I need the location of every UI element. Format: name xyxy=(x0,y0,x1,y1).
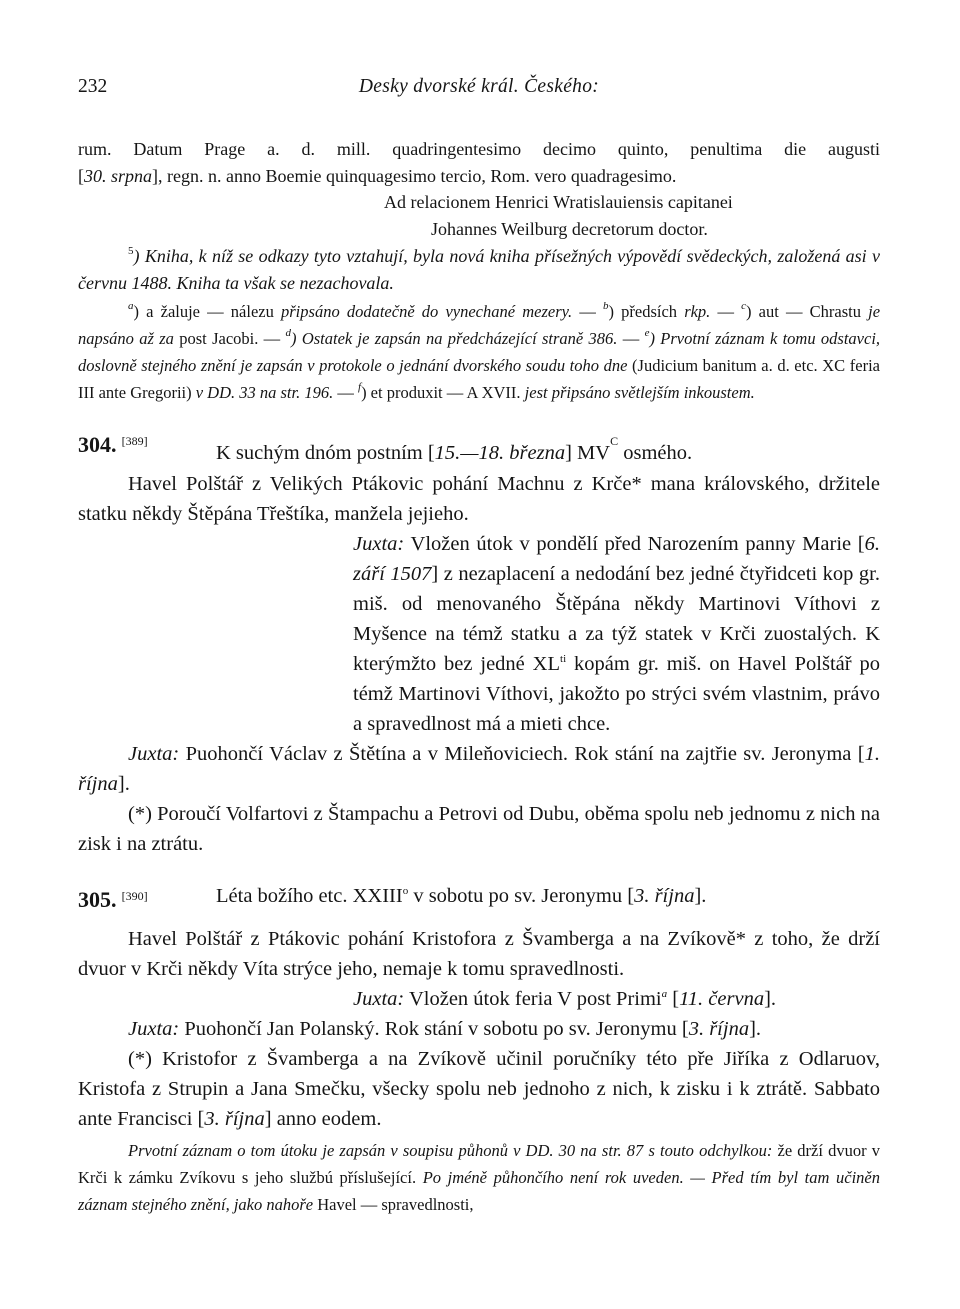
entry-305-juxta-bailiff: Juxta: Puohončí Jan Polanský. Rok stání v sobotu po sv. Jeronymu [3. října]. xyxy=(128,1018,762,1040)
continuation-text: rum. Datum Prage a. d. mill. quadringentesimo decimo quinto, penultima die augusti xyxy=(78,139,880,159)
entry-305-proxy-note: (*) Kristofor z Švamberga a na Zvíkově učinil poručníky této pře Jiříka z Odlaruov, Kristofa z Strupin a Jana Smečku, všecky spolu neb jednoho z nich, k zisku i k ztrátě. Sabbato ante Francisci [3. října] anno eodem. xyxy=(78,1048,880,1130)
entry-305-heading xyxy=(78,881,880,916)
entry-number: 305. xyxy=(78,887,117,912)
entry-305-juxta-complaint: Juxta: Vložen útok feria V post Primi$^a$ [11. června]. xyxy=(353,988,777,1010)
entry-reference: [390] xyxy=(121,889,148,903)
entry-304-proxy-note: (*) Poroučí Volfartovi z Štampachu a Petrovi od Dubu, oběma spolu neb jednomu z nich na zisk i na ztrátu. xyxy=(78,803,880,855)
entry-304-summons: Havel Polštář z Velikých Ptákovic pohání Machnu z Krče* mana královského, držitele statku někdy Štěpána Třeštíka, manžela jejieho. xyxy=(78,473,880,525)
running-title: Desky dvorské král. Českého: xyxy=(358,76,600,97)
footnote-5: $^5$) Kniha, k níž se odkazy tyto vztahují, byla nová kniha přísežných výpovědí svědeckých, založená asi v červnu 1488. Kniha ta však se nezachovala. xyxy=(78,245,880,293)
entry-304-juxta-bailiff: Juxta: Puohončí Václav z Štětína a v Mileňoviciech. Rok stání na zajtřie sv. Jeronyma [1. října]. xyxy=(78,743,880,795)
continuation-text-line2: [30. srpna], regn. n. anno Boemie quinquagesimo tercio, Rom. vero quadragesimo. xyxy=(78,165,677,186)
signature-line-2: Johannes Weilburg decretorum doctor. xyxy=(431,218,708,239)
entry-305-editorial-note: Prvotní záznam o tom útoku je zapsán v soupisu půhonů v DD. 30 na str. 87 s touto odchylkou: že drží dvuor v Krči k zámku Zvíkovu s jeho službú příslušející. Po jméně půhončího není rok uveden. — Před tím byl tam učiněn záznam stejného znění, jako nahoře Havel — spravedlnosti, xyxy=(78,1141,880,1214)
entry-date: Léta božího etc. XXIII$^o$ v sobotu po sv. Jeronymu [3. října]. xyxy=(216,885,707,907)
critical-apparatus: $^a$) a žaluje — nálezu připsáno dodatečně do vynechané mezery. — $^b$) předsích rkp. — $^c$) aut — Chrastu je napsáno až za post Jacobi. — $^d$) Ostatek je zapsán na předcházející straně 386. — $^e$) Prvotní záznam k tomu odstavci, doslovně stejného znění je zapsán v protokole o jednání dvorského soudu toho dne (Judicium banitum a. d. etc. XC feria III ante Gregorii) v DD. 33 na str. 196. — $^f$) et produxit — A XVII. jest připsáno světlejším inkoustem. xyxy=(78,300,881,402)
entry-date: K suchým dnóm postním [15.—18. března] $MV^C$ osmého. xyxy=(216,434,693,464)
signature-line-1: Ad relacionem Henrici Wratislauiensis capitanei xyxy=(384,192,733,212)
entry-number: 304. xyxy=(78,432,117,457)
running-head xyxy=(78,68,880,98)
entry-304-juxta-complaint: Juxta: Vložen útok v pondělí před Narozením panny Marie [6. září 1507] z nezaplacení a nedodání bez jedné čtyřidceti kop gr. miš. od menovaného Štěpána někdy Martinovi Víthovi z Myšence na témž statku a za týž statek v Krči zuostalých. K kterýmžto bez jedné $XL^{ti}$ kopám gr. miš. on Havel Polštář po témž Martinovi Víthovi, jakožto po strýci svém vlastnim, právo a spravedlnost má a mieti chce. xyxy=(353,533,880,735)
entry-305-summons: Havel Polštář z Ptákovic pohání Kristofora z Švamberga a na Zvíkově* z toho, že drží dvuor v Krči někdy Víta strýce jeho, nemaje k tomu spravedlnosti. xyxy=(78,928,880,980)
entry-reference: [389] xyxy=(121,434,148,448)
page-number: 232 xyxy=(78,76,108,97)
entry-304-heading xyxy=(78,426,880,464)
